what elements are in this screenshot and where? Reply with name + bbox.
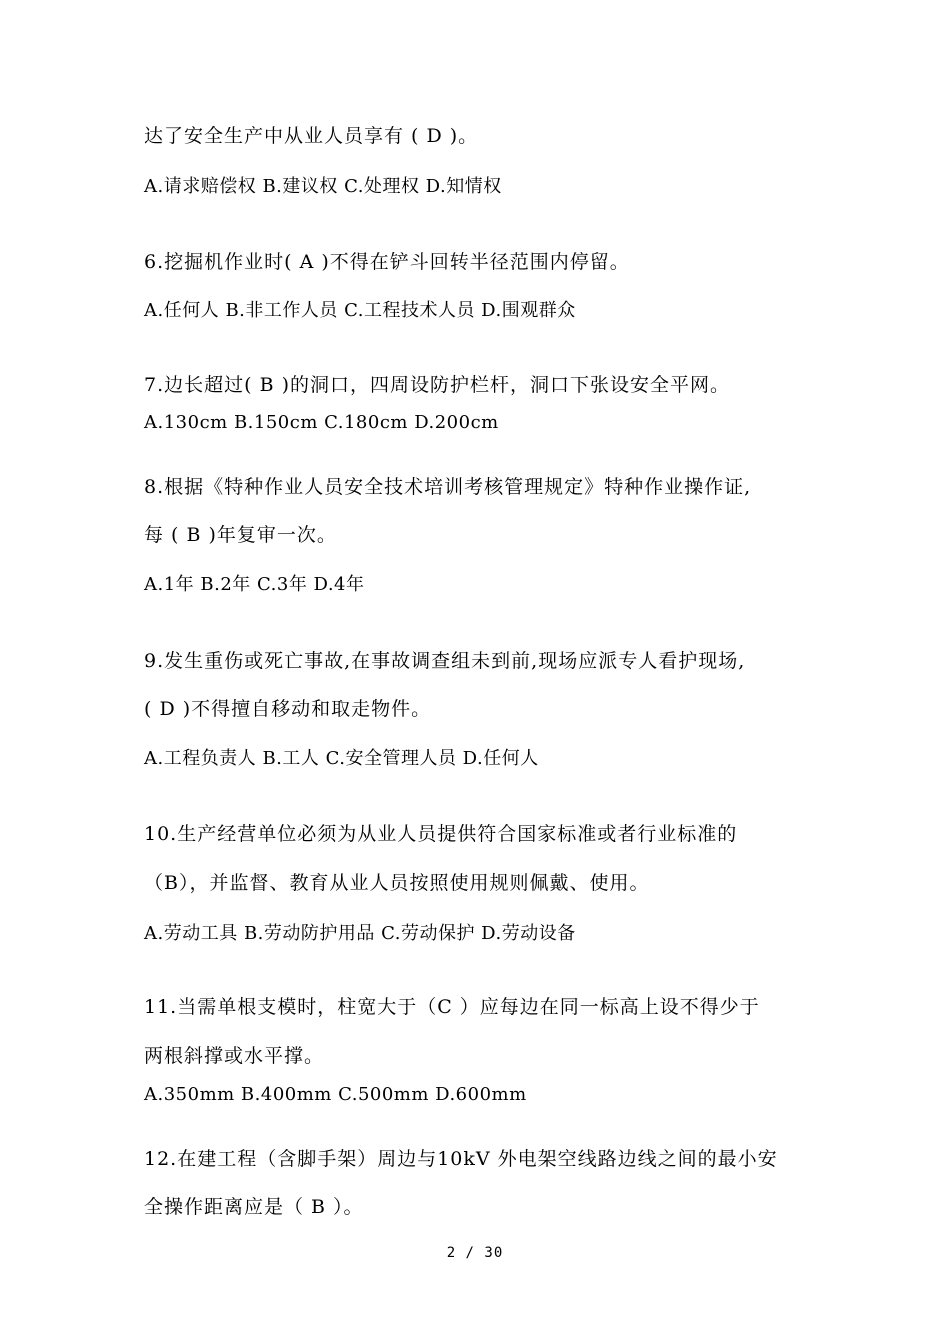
question-6-options: A.任何人 B.非工作人员 C.工程技术人员 D.围观群众	[144, 300, 576, 321]
question-5-options: A.请求赔偿权 B.建议权 C.处理权 D.知情权	[144, 176, 502, 197]
question-7-stem: 7.边长超过( B )的洞口，四周设防护栏杆，洞口下张设安全平网。	[144, 374, 730, 396]
question-8-options: A.1年 B.2年 C.3年 D.4年	[144, 574, 365, 595]
question-11-options: A.350mm B.400mm C.500mm D.600mm	[144, 1084, 527, 1105]
question-12-stem-line2: 全操作距离应是（ B ）。	[144, 1196, 364, 1218]
question-12-stem-line1: 12.在建工程（含脚手架）周边与10kV 外电架空线路边线之间的最小安	[144, 1148, 778, 1170]
question-11-stem-line2: 两根斜撑或水平撑。	[144, 1045, 325, 1067]
question-9-stem-line2: ( D )不得擅自移动和取走物件。	[144, 698, 432, 720]
question-8-stem-line1: 8.根据《特种作业人员安全技术培训考核管理规定》特种作业操作证,	[144, 476, 752, 498]
page-number: 2 / 30	[446, 1245, 504, 1261]
question-9-options: A.工程负责人 B.工人 C.安全管理人员 D.任何人	[144, 748, 539, 769]
question-7-options: A.130cm B.150cm C.180cm D.200cm	[144, 412, 499, 433]
question-9-stem-line1: 9.发生重伤或死亡事故,在事故调查组未到前,现场应派专人看护现场,	[144, 650, 746, 672]
question-10-stem-line1: 10.生产经营单位必须为从业人员提供符合国家标准或者行业标准的	[144, 823, 738, 845]
question-5-stem-continued: 达了安全生产中从业人员享有 ( D )。	[144, 125, 479, 147]
question-11-stem-line1: 11.当需单根支模时，柱宽大于（C ）应每边在同一标高上设不得少于	[144, 996, 760, 1018]
question-10-options: A.劳动工具 B.劳动防护用品 C.劳动保护 D.劳动设备	[144, 923, 576, 944]
question-8-stem-line2: 每 ( B )年复审一次。	[144, 524, 337, 546]
question-6-stem: 6.挖掘机作业时( A )不得在铲斗回转半径范围内停留。	[144, 251, 630, 273]
question-10-stem-line2: （B），并监督、教育从业人员按照使用规则佩戴、使用。	[144, 872, 650, 894]
